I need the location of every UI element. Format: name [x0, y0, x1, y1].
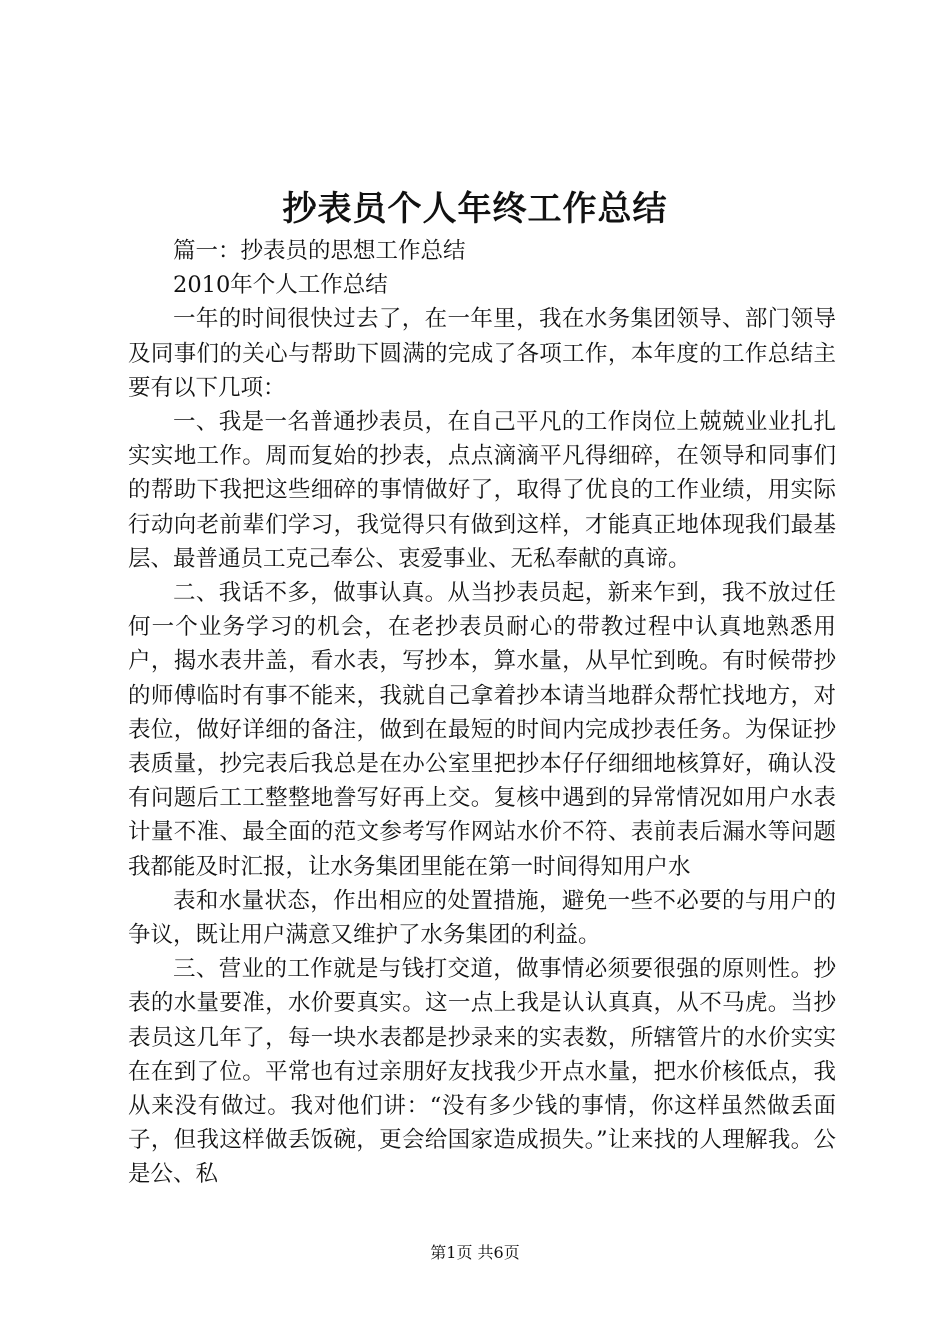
document-body: [128, 234, 836, 1192]
paragraph-intro: 一年的时间很快过去了，在一年里，我在水务集团领导、部门领导及同事们的关心与帮助下圆满的完成了各项工作，本年度的工作总结主要有以下几项：: [128, 306, 836, 401]
page-footer: 第1页 共6页: [430, 1243, 520, 1262]
paragraph-section-1: 一、我是一名普通抄表员，在自己平凡的工作岗位上兢兢业业扎扎实实地工作。周而复始的抄表，点点滴滴平凡得细碎，在领导和同事们的帮助下我把这些细碎的事情做好了，取得了优良的工作业绩，用实际行动向老前辈们学习，我觉得只有做到这样，才能真正地体现我们最基层、最普通员工克己奉公、衷爱事业、无私奉献的真谛。: [128, 409, 836, 572]
paragraph-section-3: 三、营业的工作就是与钱打交道，做事情必须要很强的原则性。抄表的水量要准，水价要真实。这一点上我是认认真真，从不马虎。当抄表员这几年了，每一块水表都是抄录来的实表数，所辖管片的水价实实在在到了位。平常也有过亲朋好友找我少开点水量，把水价核低点，我从来没有做过。我对他们讲：“没有多少钱的事情，你这样虽然做丢面子，但我这样做丢饭碗，更会给国家造成损失。”让来找的人理解我。公是公、私: [128, 956, 836, 1188]
paragraph-heading-2: 2010年个人工作总结: [173, 272, 388, 299]
document-title: 抄表员个人年终工作总结: [282, 189, 668, 229]
paragraph-section-2: 二、我话不多，做事认真。从当抄表员起，新来乍到，我不放过任何一个业务学习的机会，在老抄表员耐心的带教过程中认真地熟悉用户，揭水表井盖，看水表，写抄本，算水量，从早忙到晚。有时候带抄的师傅临时有事不能来，我就自己拿着抄本请当地群众帮忙找地方，对表位，做好详细的备注，做到在最短的时间内完成抄表任务。为保证抄表质量，抄完表后我总是在办公室里把抄本仔仔细细地核算好，确认没有问题后工工整整地誊写好再上交。复核中遇到的异常情况如用户水表计量不准、最全面的范文参考写作网站水价不符、表前表后漏水等问题我都能及时汇报，让水务集团里能在第一时间得知用户水: [128, 580, 836, 880]
paragraph-heading-1: 篇一：抄表员的思想工作总结: [173, 238, 466, 264]
paragraph-section-2-continued: 表和水量状态，作出相应的处置措施，避免一些不必要的与用户的争议，既让用户满意又维护了水务集团的利益。: [128, 887, 836, 949]
